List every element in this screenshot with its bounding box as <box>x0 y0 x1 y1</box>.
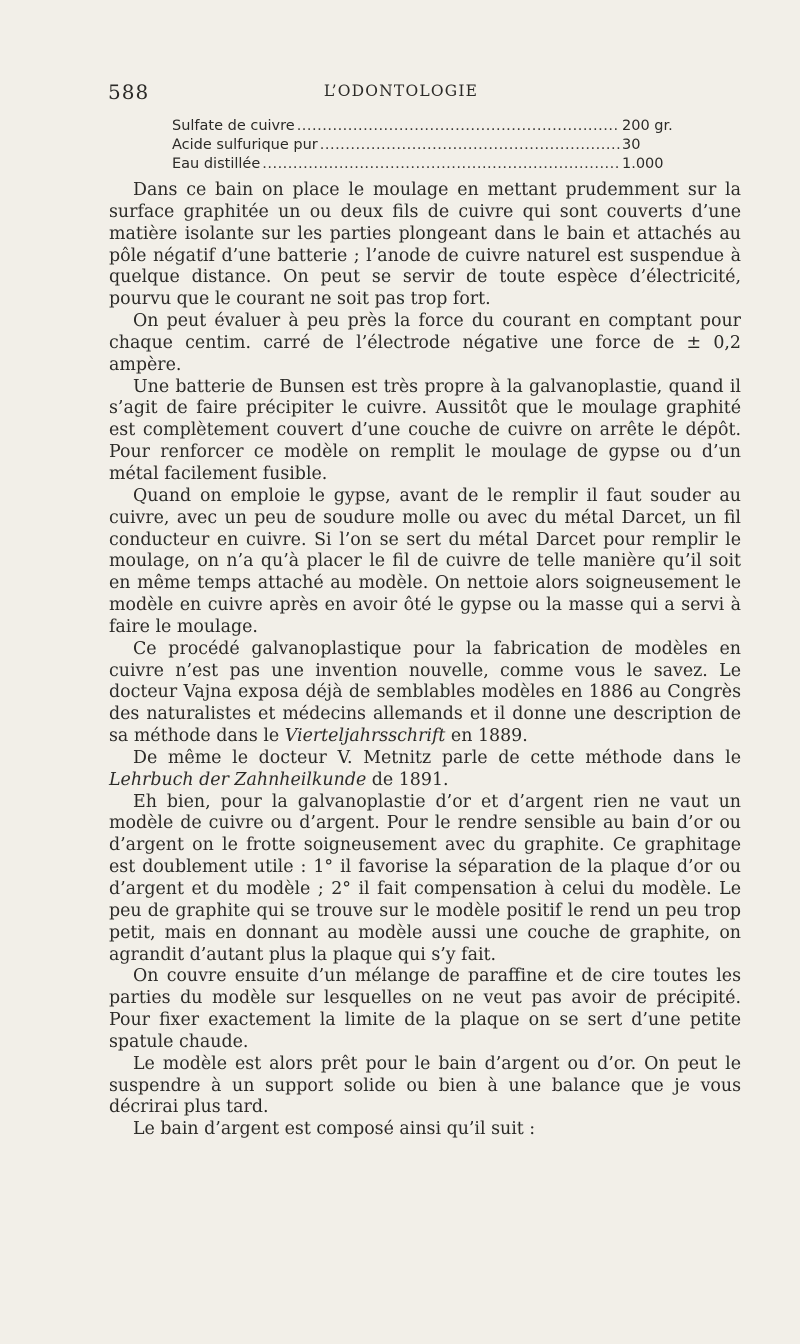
paragraph <box>109 639 741 748</box>
paragraph <box>109 180 741 311</box>
text-run: On peut évaluer à peu près la force du courant en comptant pour chaque centim. carré de l’électrode négative une force de ± 0,2 ampère. <box>109 311 741 375</box>
dot-leader <box>262 155 620 174</box>
text-run: Le bain d’argent est composé ainsi qu’il suit : <box>133 1119 536 1140</box>
text-run: Quand on emploie le gypse, avant de le remplir il faut souder au cuivre, avec un peu de soudure molle ou avec du métal Darcet, un fil conducteur en cuivre. Si l’on se sert du métal Darcet pour remplir le moulage, on n’a qu’à placer le fil de cuivre de telle manière qu’il soit en même temps attaché au modèle. On nettoie alors soigneusement le modèle en cuivre après en avoir ôté le gypse ou la masse qui a servi à faire le moulage. <box>109 485 741 637</box>
recipe-ingredient: Acide sulfurique pur <box>172 137 318 153</box>
paragraph <box>109 377 741 486</box>
recipe-row <box>172 136 692 155</box>
paragraph <box>109 486 741 639</box>
recipe-quantity: 1.000 <box>622 156 664 172</box>
recipe-quantity: 200 gr. <box>622 118 673 134</box>
text-run: De même le docteur V. Metnitz parle de cette méthode dans le <box>133 747 741 768</box>
paragraph <box>109 966 741 1053</box>
dot-leader <box>297 117 620 136</box>
text-run: Ce procédé galvanoplastique pour la fabrication de modèles en cuivre n’est pas une invention nouvelle, comme vous le savez. Le docteur Vajna exposa déjà de semblables modèles en 1886 au Congrès des naturalistes et médecins allemands et il donne une description de sa méthode dans le <box>109 638 741 747</box>
text-run: de 1891. <box>366 769 449 790</box>
text-run: en 1889. <box>445 726 528 747</box>
italic-title: Lehrbuch der Zahnheilkunde <box>109 769 367 790</box>
recipe-row <box>172 117 692 136</box>
paragraph <box>109 1054 741 1120</box>
paragraph <box>109 1119 741 1141</box>
italic-title: Vierteljahrsschrift <box>284 726 446 747</box>
text-run: Une batterie de Bunsen est très propre à la galvanoplastie, quand il s’agit de faire précipiter le cuivre. Aussitôt que le moulage graphité est complètement couvert d’une couche de cuivre on arrête le dépôt. Pour renforcer ce modèle on remplit le moulage de gypse ou d’un métal facilement fusible. <box>109 376 741 484</box>
text-run: Le modèle est alors prêt pour le bain d’argent ou d’or. On peut le suspendre à un support solide ou bien à une balance que je vous décrirai plus tard. <box>109 1053 741 1118</box>
running-title: L’ODONTOLOGIE <box>323 82 479 100</box>
recipe-ingredient: Sulfate de cuivre <box>172 118 295 134</box>
recipe-ingredient: Eau distillée <box>172 156 261 172</box>
text-run: Eh bien, pour la galvanoplastie d’or et d’argent rien ne vaut un modèle de cuivre ou d’argent. Pour le rendre sensible au bain d’or ou d’argent on le frotte soigneusement avec du graphite. Ce graphitage est doublement utile : 1° il favorise la séparation de la plaque d’or ou d’argent et du modèle ; 2° il fait compensation à celui du modèle. Le peu de graphite qui se trouve sur le modèle positif le rend un peu trop petit, mais en donnant au modèle aussi une couche de graphite, on agrandit d’autant plus la plaque qui s’y fait. <box>109 791 741 965</box>
page-header <box>108 80 694 110</box>
dot-leader <box>320 136 620 155</box>
page-number: 588 <box>108 80 150 104</box>
recipe-list <box>172 117 692 174</box>
paragraph <box>109 311 741 377</box>
paragraph <box>109 748 741 792</box>
body-text <box>109 180 741 1141</box>
paragraph <box>109 792 741 967</box>
text-run: On couvre ensuite d’un mélange de paraffine et de cire toutes les parties du modèle sur lesquelles on ne veut pas avoir de précipité. Pour fixer exactement la limite de la plaque on se sert d’une petite spatule chaude. <box>109 966 741 1052</box>
recipe-quantity: 30 <box>622 137 641 153</box>
text-run: Dans ce bain on place le moulage en mettant prudemment sur la surface graphitée un ou deux fils de cuivre qui sont couverts d’une matière isolante sur les parties plongeant dans le bain et attachés au pôle négatif d’une batterie ; l’anode de cuivre naturel est suspendue à quelque distance. On peut se servir de toute espèce d’électricité, pourvu que le courant ne soit pas trop fort. <box>109 180 741 310</box>
recipe-row <box>172 155 692 174</box>
